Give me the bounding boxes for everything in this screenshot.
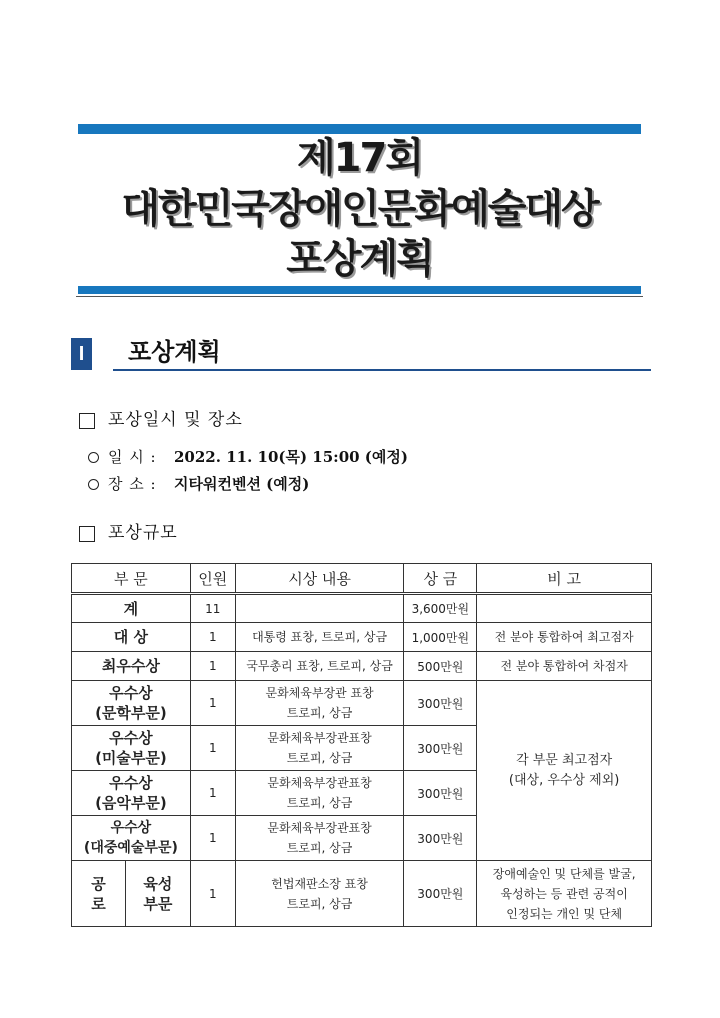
count-cell: 1 (190, 726, 235, 771)
content-line: 문화체육부장관 표창 (265, 686, 374, 700)
note-line: 육성하는 등 관련 공적이 (500, 886, 628, 901)
document-title-line-3: 포상계획 (286, 236, 433, 282)
category-excellence-music (72, 771, 191, 816)
category-top-excellence: 최우수상 (72, 652, 191, 681)
category-line: 육성 (143, 874, 173, 893)
table-header-row (72, 564, 652, 594)
content-cell: 대통령 표창, 트로피, 상금 (235, 623, 404, 652)
table-row (72, 681, 652, 726)
note-line: (대상, 우수상 제외) (508, 772, 620, 788)
count-cell: 1 (190, 861, 235, 927)
bullet-circle-icon (88, 479, 99, 490)
category-excellence-literature (72, 681, 191, 726)
header-bottom-bar (78, 286, 641, 294)
content-cell: 국무총리 표창, 트로피, 상금 (235, 652, 404, 681)
header-note: 비 고 (477, 564, 652, 594)
schedule-date-label: 일 시 : (108, 448, 157, 466)
total-count: 11 (190, 594, 235, 623)
content-line: 헌법재판소장 표창 (271, 876, 368, 891)
category-line: 공 (91, 874, 106, 893)
note-line: 각 부문 최고점자 (516, 752, 613, 768)
note-line: 인정되는 개인 및 단체 (506, 906, 623, 921)
section-underline (113, 369, 651, 371)
total-note (477, 594, 652, 623)
checkbox-square-icon (79, 526, 95, 542)
content-cell (235, 816, 404, 861)
count-cell: 1 (190, 816, 235, 861)
content-cell (235, 771, 404, 816)
total-label: 계 (72, 594, 191, 623)
table-row-total (72, 594, 652, 623)
prize-cell: 500만원 (404, 652, 477, 681)
table-row (72, 623, 652, 652)
header-category: 부 문 (72, 564, 191, 594)
table-row (72, 652, 652, 681)
content-line: 트로피, 상금 (286, 796, 353, 810)
section-number-box: I (71, 338, 92, 370)
subsection-title-scale: 포상규모 (108, 523, 178, 543)
category-line: 우수상 (109, 729, 153, 747)
note-cell: 전 분야 통합하여 최고점자 (477, 623, 652, 652)
prize-cell: 300만원 (404, 681, 477, 726)
content-line: 문화체육부장관표창 (267, 731, 372, 745)
header-count: 인원 (190, 564, 235, 594)
excellence-note-cell (477, 681, 652, 861)
prize-cell: 300만원 (404, 861, 477, 927)
content-cell (235, 861, 404, 927)
schedule-date-value: 2022. 11. 10(목) 15:00 (예정) (174, 448, 408, 466)
category-line: 우수상 (109, 774, 153, 792)
bullet-circle-icon (88, 452, 99, 463)
category-excellence-art (72, 726, 191, 771)
category-line: 로 (91, 894, 106, 913)
document-title-line-1: 제17회 (297, 135, 422, 181)
category-line: 부문 (143, 894, 173, 913)
category-grand-prize: 대 상 (72, 623, 191, 652)
count-cell: 1 (190, 623, 235, 652)
content-line: 트로피, 상금 (286, 751, 353, 765)
document-title-line-2: 대한민국장애인문화예술대상 (121, 186, 598, 232)
prize-cell: 300만원 (404, 771, 477, 816)
checkbox-square-icon (79, 413, 95, 429)
header-content: 시상 내용 (235, 564, 404, 594)
total-content (235, 594, 404, 623)
content-line: 트로피, 상금 (286, 841, 353, 855)
content-cell (235, 726, 404, 771)
prize-cell: 1,000만원 (404, 623, 477, 652)
subsection-title-schedule: 포상일시 및 장소 (108, 410, 243, 430)
section-title: 포상계획 (128, 338, 221, 366)
header-prize: 상 금 (404, 564, 477, 594)
category-line: 우수상 (109, 684, 153, 702)
schedule-place-label: 장 소 : (108, 475, 157, 493)
note-line: 장애예술인 및 단체를 발굴, (492, 866, 636, 881)
table-row-merit (72, 861, 652, 927)
category-line: (음악부문) (95, 794, 167, 812)
count-cell: 1 (190, 652, 235, 681)
content-line: 문화체육부장관표창 (267, 821, 372, 835)
category-line: (대중예술부문) (83, 840, 178, 856)
note-cell: 전 분야 통합하여 차점자 (477, 652, 652, 681)
prize-cell: 300만원 (404, 726, 477, 771)
content-line: 트로피, 상금 (286, 706, 353, 720)
content-cell (235, 681, 404, 726)
content-line: 트로피, 상금 (286, 896, 353, 911)
schedule-place-value: 지타워컨벤션 (예정) (174, 475, 310, 493)
count-cell: 1 (190, 681, 235, 726)
note-cell (477, 861, 652, 927)
category-line: (문학부문) (95, 704, 167, 722)
prize-cell: 300만원 (404, 816, 477, 861)
header-bottom-rule (76, 296, 643, 297)
total-prize: 3,600만원 (404, 594, 477, 623)
award-table (71, 563, 652, 927)
category-excellence-popular-arts (72, 816, 191, 861)
count-cell: 1 (190, 771, 235, 816)
content-line: 문화체육부장관표창 (267, 776, 372, 790)
category-line: (미술부문) (95, 749, 167, 767)
category-line: 우수상 (110, 820, 152, 836)
category-merit-group (72, 861, 126, 927)
category-merit-nurturing (125, 861, 190, 927)
